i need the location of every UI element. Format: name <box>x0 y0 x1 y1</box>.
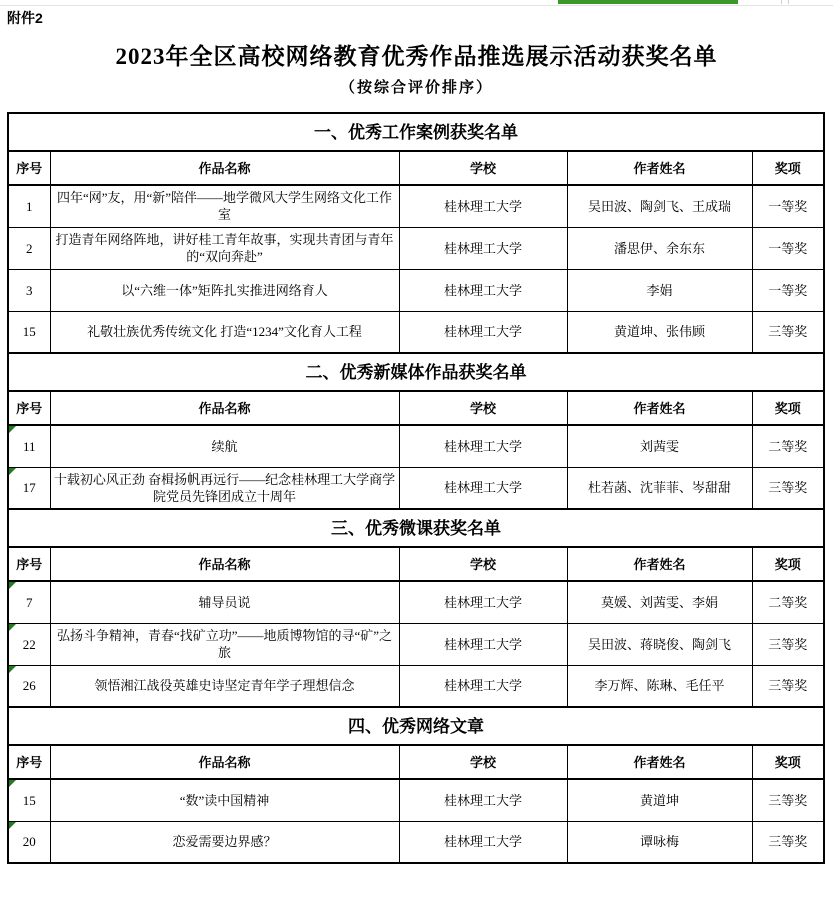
section-title: 一、优秀工作案例获奖名单 <box>8 113 824 151</box>
section-title: 二、优秀新媒体作品获奖名单 <box>8 353 824 391</box>
work-title-cell: 恋爱需要边界感？ <box>50 821 399 863</box>
column-header: 学校 <box>399 745 567 779</box>
work-title-cell: 以“六维一体”矩阵扎实推进网络育人 <box>50 269 399 311</box>
column-header: 序号 <box>8 151 50 185</box>
work-title-cell: 礼敬壮族优秀传统文化 打造“1234”文化育人工程 <box>50 311 399 353</box>
authors-cell: 谭咏梅 <box>567 821 752 863</box>
column-header: 学校 <box>399 547 567 581</box>
award-cell: 三等奖 <box>752 779 824 821</box>
table-row <box>8 779 824 821</box>
authors-cell: 吴田波、陶剑飞、王成瑞 <box>567 185 752 227</box>
serial-cell: 1 <box>8 185 50 227</box>
table-row <box>8 311 824 353</box>
authors-cell: 杜若菡、沈菲菲、岑甜甜 <box>567 467 752 509</box>
awards-table <box>7 112 825 864</box>
school-cell: 桂林理工大学 <box>399 269 567 311</box>
table-row <box>8 467 824 509</box>
column-header: 作品名称 <box>50 391 399 425</box>
serial-cell: 2 <box>8 227 50 269</box>
page-subtitle: （按综合评价排序） <box>339 80 493 96</box>
serial-cell: 20 <box>8 821 50 863</box>
table-row <box>8 623 824 665</box>
table-row <box>8 227 824 269</box>
serial-cell: 15 <box>8 779 50 821</box>
cell-flag-marker <box>9 822 16 829</box>
award-cell: 三等奖 <box>752 311 824 353</box>
award-cell: 三等奖 <box>752 821 824 863</box>
serial-cell: 22 <box>8 623 50 665</box>
serial-cell: 15 <box>8 311 50 353</box>
attachment-label: 附件2 <box>7 10 43 26</box>
toolbar-tick <box>781 0 782 4</box>
column-header-row <box>8 391 824 425</box>
award-cell: 一等奖 <box>752 269 824 311</box>
award-cell: 三等奖 <box>752 623 824 665</box>
serial-cell: 3 <box>8 269 50 311</box>
award-cell: 二等奖 <box>752 581 824 623</box>
section-row <box>8 509 824 547</box>
column-header-row <box>8 745 824 779</box>
work-title-cell: 四年“网”友，用“新”陪伴——地学微风大学生网络文化工作室 <box>50 185 399 227</box>
award-cell: 二等奖 <box>752 425 824 467</box>
column-header-row <box>8 547 824 581</box>
school-cell: 桂林理工大学 <box>399 623 567 665</box>
column-header: 作者姓名 <box>567 745 752 779</box>
cell-flag-marker <box>9 624 16 631</box>
section-row <box>8 707 824 745</box>
work-title-cell: 续航 <box>50 425 399 467</box>
award-cell: 一等奖 <box>752 227 824 269</box>
table-row <box>8 821 824 863</box>
section-title: 四、优秀网络文章 <box>8 707 824 745</box>
page-title: 2023年全区高校网络教育优秀作品推选展示活动获奖名单 <box>115 44 718 69</box>
school-cell: 桂林理工大学 <box>399 425 567 467</box>
school-cell: 桂林理工大学 <box>399 821 567 863</box>
cell-flag-marker <box>9 426 16 433</box>
authors-cell: 黄道坤 <box>567 779 752 821</box>
authors-cell: 莫媛、刘茜雯、李娟 <box>567 581 752 623</box>
award-cell: 三等奖 <box>752 665 824 707</box>
work-title-cell: 十载初心风正劲 奋楫扬帆再远行——纪念桂林理工大学商学院党员先锋团成立十周年 <box>50 467 399 509</box>
section-row <box>8 113 824 151</box>
cell-flag-marker <box>9 666 16 673</box>
cell-flag-marker <box>9 582 16 589</box>
school-cell: 桂林理工大学 <box>399 227 567 269</box>
serial-cell: 11 <box>8 425 50 467</box>
work-title-cell: 辅导员说 <box>50 581 399 623</box>
toolbar-edge-line <box>0 5 833 6</box>
column-header-row <box>8 151 824 185</box>
table-row <box>8 425 824 467</box>
cell-flag-marker <box>9 780 16 787</box>
section-title: 三、优秀微课获奖名单 <box>8 509 824 547</box>
authors-cell: 李万辉、陈琳、毛任平 <box>567 665 752 707</box>
column-header: 作者姓名 <box>567 151 752 185</box>
column-header: 序号 <box>8 391 50 425</box>
column-header: 作者姓名 <box>567 547 752 581</box>
authors-cell: 李娟 <box>567 269 752 311</box>
column-header: 作品名称 <box>50 151 399 185</box>
school-cell: 桂林理工大学 <box>399 581 567 623</box>
award-cell: 一等奖 <box>752 185 824 227</box>
award-cell: 三等奖 <box>752 467 824 509</box>
serial-cell: 26 <box>8 665 50 707</box>
authors-cell: 刘茜雯 <box>567 425 752 467</box>
authors-cell: 潘思伊、余东东 <box>567 227 752 269</box>
authors-cell: 黄道坤、张伟顾 <box>567 311 752 353</box>
column-header: 奖项 <box>752 151 824 185</box>
column-header: 学校 <box>399 151 567 185</box>
work-title-cell: 打造青年网络阵地，讲好桂工青年故事，实现共青团与青年的“双向奔赴” <box>50 227 399 269</box>
column-header: 作品名称 <box>50 547 399 581</box>
column-header: 学校 <box>399 391 567 425</box>
toolbar-tick <box>788 0 789 4</box>
work-title-cell: 领悟湘江战役英雄史诗坚定青年学子理想信念 <box>50 665 399 707</box>
column-header: 奖项 <box>752 391 824 425</box>
column-header: 作品名称 <box>50 745 399 779</box>
authors-cell: 吴田波、蒋晓俊、陶剑飞 <box>567 623 752 665</box>
cell-flag-marker <box>9 468 16 475</box>
school-cell: 桂林理工大学 <box>399 185 567 227</box>
serial-cell: 17 <box>8 467 50 509</box>
school-cell: 桂林理工大学 <box>399 467 567 509</box>
toolbar-green-segment <box>558 0 738 4</box>
work-title-cell: “数”读中国精神 <box>50 779 399 821</box>
table-row <box>8 185 824 227</box>
column-header: 作者姓名 <box>567 391 752 425</box>
school-cell: 桂林理工大学 <box>399 311 567 353</box>
column-header: 序号 <box>8 547 50 581</box>
table-row <box>8 665 824 707</box>
school-cell: 桂林理工大学 <box>399 779 567 821</box>
serial-cell: 7 <box>8 581 50 623</box>
table-row <box>8 581 824 623</box>
column-header: 奖项 <box>752 745 824 779</box>
awards-table-body <box>8 113 824 863</box>
column-header: 奖项 <box>752 547 824 581</box>
school-cell: 桂林理工大学 <box>399 665 567 707</box>
column-header: 序号 <box>8 745 50 779</box>
table-row <box>8 269 824 311</box>
section-row <box>8 353 824 391</box>
work-title-cell: 弘扬斗争精神，青春“找矿立功”——地质博物馆的寻“矿”之旅 <box>50 623 399 665</box>
